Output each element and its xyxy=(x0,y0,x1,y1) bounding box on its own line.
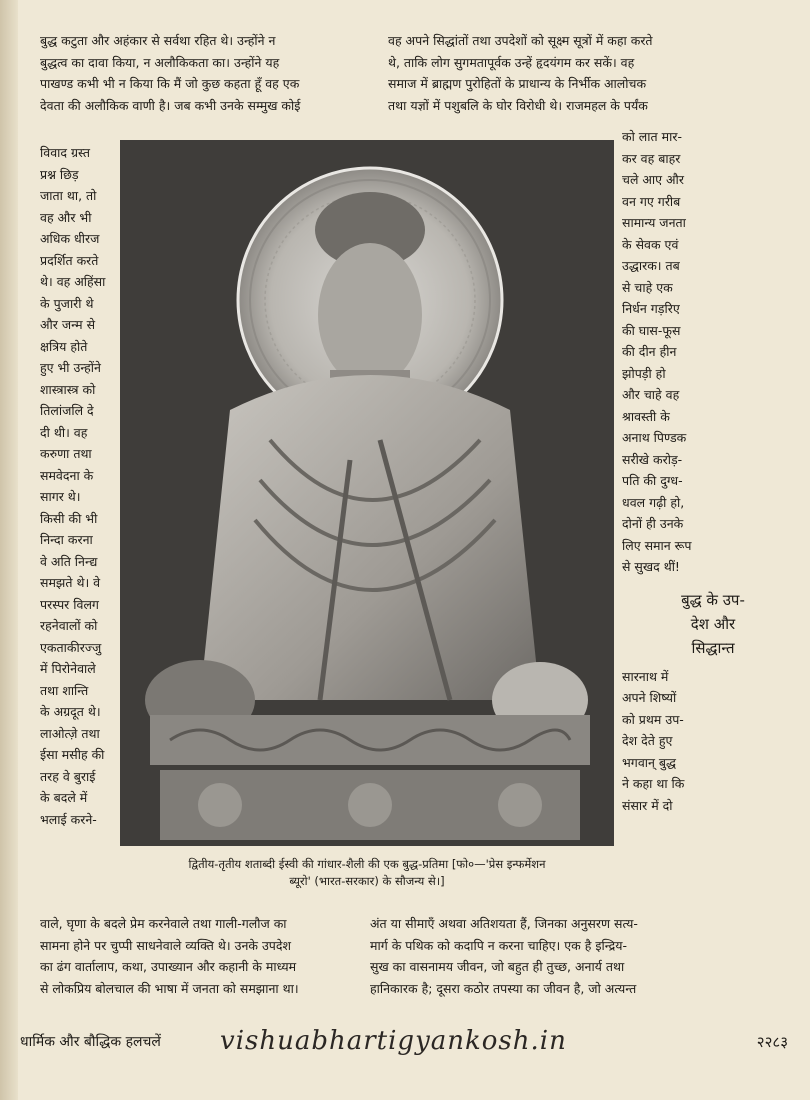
text-line: निर्धन गड़रिए xyxy=(622,301,680,316)
text-line: हानिकारक है; दूसरा कठोर तपस्या का जीवन है, जो अत्यन्त xyxy=(370,980,637,996)
top-right-paragraph xyxy=(388,30,800,116)
right-narrow-column xyxy=(622,126,804,816)
text-line: दोनों ही उनके xyxy=(622,516,684,531)
text-line: सारनाथ में xyxy=(622,668,669,684)
subheading-line: बुद्ध के उप- xyxy=(681,590,745,609)
text-line: उद्धारक। तब xyxy=(622,258,680,273)
text-line: में पिरोनेवाले xyxy=(40,661,96,676)
text-line: पति की दुग्ध- xyxy=(622,473,683,488)
text-line: का ढंग वार्तालाप, कथा, उपाख्यान और कहानी के माध्यम xyxy=(40,959,297,974)
text-line: निन्दा करना xyxy=(40,532,93,547)
text-line: अधिक धीरज xyxy=(40,231,100,246)
text-line: जाता था, तो xyxy=(40,188,97,203)
top-left-paragraph xyxy=(40,30,370,116)
text-line: परस्पर विलग xyxy=(40,596,99,612)
text-line: एकताकीरज्जु xyxy=(40,639,102,655)
text-line: विवाद ग्रस्त xyxy=(40,145,91,160)
text-line: समाज में ब्राह्मण पुरोहितों के प्राधान्य के निर्भीक आलोचक xyxy=(388,76,647,91)
text-line: सुख का वासनामय जीवन, जो बहुत ही तुच्छ, अनार्य तथा xyxy=(370,959,625,974)
text-line: सरीखे करोड़- xyxy=(622,451,683,467)
text-line: श्रावस्ती के xyxy=(622,408,670,424)
text-line: क्षत्रिय होते xyxy=(40,338,88,354)
text-line: रहनेवालों को xyxy=(40,618,98,633)
bottom-left-paragraph xyxy=(40,913,380,999)
text-line: बुद्ध कटुता और अहंकार से सर्वथा रहित थे। उन्होंने न xyxy=(40,33,276,48)
text-line: तिलांजलि दे xyxy=(40,403,94,418)
text-line: धवल गढ़ी हो, xyxy=(622,494,685,510)
text-line: संसार में दो xyxy=(622,797,673,813)
text-line: की दीन हीन xyxy=(622,344,677,359)
text-line: तथा शान्ति xyxy=(40,682,89,698)
text-line: और जन्म से xyxy=(40,317,96,332)
text-line: के बदले में xyxy=(40,790,88,805)
text-line: चले आए और xyxy=(622,172,684,187)
text-line: अनाथ पिण्डक xyxy=(622,430,687,445)
text-line: दी थी। वह xyxy=(40,424,88,440)
text-line: लाओत्ज़े तथा xyxy=(40,725,100,741)
text-line: के सेवक एवं xyxy=(622,236,679,252)
text-line: के अग्रदूत थे। xyxy=(40,704,101,719)
page-footer xyxy=(20,1026,800,1058)
text-line: लिए समान रूप xyxy=(622,537,692,553)
subheading-line: सिद्धान्त xyxy=(691,638,735,657)
buddha-statue-photo xyxy=(120,140,614,846)
text-line: तथा यज्ञों में पशुबलि के घोर विरोधी थे। राजमहल के पर्यंक xyxy=(388,97,648,113)
text-line: किसी की भी xyxy=(40,510,98,526)
text-line: प्रदर्शित करते xyxy=(40,252,99,268)
text-line: तरह वे बुराई xyxy=(40,768,96,784)
subheading-line: देश और xyxy=(690,614,736,633)
text-line: वह और भी xyxy=(40,209,92,225)
watermark-text: vishuabhartigyankosh.in xyxy=(220,1026,567,1056)
text-line: समवेदना के xyxy=(40,467,94,483)
section-subheading xyxy=(622,588,804,660)
text-line: प्रश्न छिड़ xyxy=(40,166,79,182)
page-number: २२८३ xyxy=(756,1033,788,1051)
text-line: के पुजारी थे xyxy=(40,295,94,311)
text-line: देवता की अलौकिक वाणी है। जब कभी उनके सम्मुख कोई xyxy=(40,97,301,113)
text-line: को प्रथम उप- xyxy=(622,711,684,727)
text-line: भगवान् बुद्ध xyxy=(622,754,677,770)
text-line: करुणा तथा xyxy=(40,446,92,461)
binding-edge xyxy=(0,0,18,1100)
caption-line: ब्यूरो' (भारत-सरकार) के सौजन्य से।] xyxy=(289,874,445,888)
text-line: मार्ग के पथिक को कदापि न करना चाहिए। एक है इन्द्रिय- xyxy=(370,937,627,953)
text-line: बुद्धत्व का दावा किया, न अलौकिकता का। उन्होंने यह xyxy=(40,54,280,70)
text-line: वे अति निन्द्य xyxy=(40,553,98,569)
text-line: थे। वह अहिंसा xyxy=(40,274,106,289)
text-line: देश देते हुए xyxy=(622,733,673,748)
text-line: वाले, घृणा के बदले प्रेम करनेवाले तथा गाली-गलौज का xyxy=(40,916,287,931)
text-line: से चाहे एक xyxy=(622,279,673,295)
text-line: सामना होने पर चुप्पी साधनेवाले व्यक्ति थे। उनके उपदेश xyxy=(40,937,292,953)
text-line: पाखण्ड कभी भी न किया कि मैं जो कुछ कहता हूँ वह एक xyxy=(40,76,300,91)
text-line: शास्त्रास्त्र को xyxy=(40,381,96,397)
text-line: कर वह बाहर xyxy=(622,150,681,166)
text-line: झोपड़ी हो xyxy=(622,365,666,381)
text-line: से लोकप्रिय बोलचाल की भाषा में जनता को समझाना था। xyxy=(40,980,299,996)
text-line: सागर थे। xyxy=(40,489,81,504)
text-line: वह अपने सिद्धांतों तथा उपदेशों को सूक्ष्म सूत्रों में कहा करते xyxy=(388,33,653,48)
text-line: भलाई करने- xyxy=(40,811,97,827)
text-line: को लात मार- xyxy=(622,129,682,144)
caption-line: द्वितीय-तृतीय शताब्दी ईस्वी की गांधार-शैली की एक बुद्ध-प्रतिमा [फो०—'प्रेस इन्फर्मेशन xyxy=(188,857,546,871)
text-line: हुए भी उन्होंने xyxy=(40,360,101,375)
text-line: थे, ताकि लोग सुगमतापूर्वक उन्हें हृदयंगम कर सकें। वह xyxy=(388,54,635,70)
text-line: समझते थे। वे xyxy=(40,575,101,590)
text-line: ईसा मसीह की xyxy=(40,747,105,762)
text-line: की घास-फूस xyxy=(622,322,681,338)
left-narrow-column xyxy=(40,142,118,830)
running-footer-title: धार्मिक और बौद्धिक हलचलें xyxy=(20,1034,161,1050)
text-line: सामान्य जनता xyxy=(622,215,686,230)
text-line: अपने शिष्यों xyxy=(622,690,677,705)
text-line: अंत या सीमाएँ अथवा अतिशयता हैं, जिनका अनुसरण सत्य- xyxy=(370,916,638,931)
text-line: से सुखद थीं! xyxy=(622,559,680,574)
photo-caption xyxy=(112,856,622,890)
bottom-right-paragraph xyxy=(370,913,740,999)
buddha-statue-illustration xyxy=(120,140,614,846)
text-line: ने कहा था कि xyxy=(622,776,685,791)
text-line: वन गए गरीब xyxy=(622,193,681,209)
text-line: और चाहे वह xyxy=(622,387,680,402)
